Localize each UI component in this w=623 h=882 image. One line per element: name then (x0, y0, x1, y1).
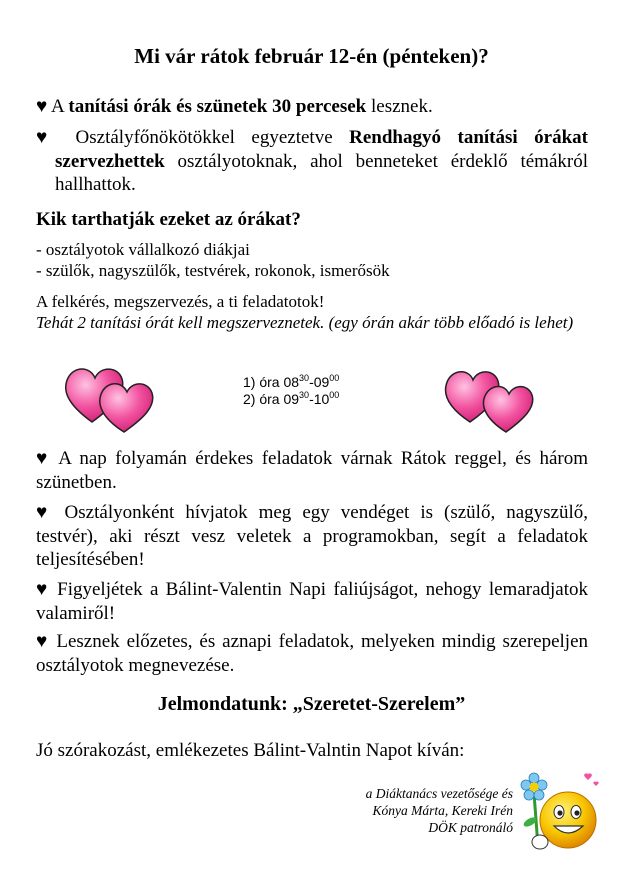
main-bullet-1-text: A nap folyamán érdekes feladatok várnak Rátok reggel, és három szünetben. (36, 448, 588, 493)
smiley-with-flower-icon (516, 768, 600, 860)
intro-bullet-2-tail: osztályotoknak, ahol benneteket érdeklő témákról hallhattok. (55, 150, 588, 195)
closing-line: Jó szórakozást, emlékezetes Bálint-Valntin Napot kíván: (36, 740, 465, 761)
heart-bullet-icon: ♥ (36, 448, 51, 469)
schedule-row-1: 1) óra $08^{30}-09^{00}$ (243, 373, 340, 390)
task-line: A felkérés, megszervezés, a ti feladatotok! (36, 292, 325, 311)
heart-bullet-icon: ♥ (36, 579, 50, 600)
main-bullet-4 (36, 630, 588, 677)
signature (366, 785, 513, 836)
italic-note: Tehát 2 tanítási órát kell megszerveznetek. (egy órán akár több előadó is lehet) (36, 313, 574, 332)
page-title: Mi vár rátok február 12-én (pénteken)? (134, 44, 489, 68)
main-bullet-2 (36, 501, 588, 572)
who-item-2: - szülők, nagyszülők, testvérek, rokonok, ismerősök (36, 261, 390, 280)
main-bullet-1 (36, 447, 588, 494)
motto: Jelmondatunk: „Szeretet-Szerelem” (157, 693, 466, 715)
schedule (243, 374, 339, 408)
main-bullet-4-text: Lesznek előzetes, és aznapi feladatok, melyeken mindig szerepeljen osztályotok megnevezése. (36, 631, 588, 676)
intro-bullet-1-text: A (47, 96, 69, 117)
heart-bullet-icon: ♥ (36, 502, 54, 523)
who-heading: Kik tarthatják ezeket az órákat? (36, 209, 301, 230)
main-bullet-3-text: Figyeljétek a Bálint-Valentin Napi faliújságot, nehogy lemaradjatok valamiről! (36, 579, 588, 624)
heart-bullet-icon: ♥ (36, 96, 48, 117)
intro-bullet-1 (36, 95, 588, 119)
intro-bullet-1-tail: lesznek. (366, 96, 433, 117)
double-heart-left-icon (62, 362, 160, 434)
intro-bullet-2-text: Osztályfőnökötökkel egyeztetve (59, 127, 350, 148)
who-item-1: - osztályotok vállalkozó diákjai (36, 240, 250, 259)
signature-line-3: DÖK patronáló (428, 820, 513, 835)
signature-line-1: a Diáktanács vezetősége és (365, 786, 513, 801)
intro-bullet-1-bold: tanítási órák és szünetek 30 percesek (68, 96, 367, 117)
main-bullet-3 (36, 578, 588, 625)
signature-line-2: Kónya Márta, Kereki Irén (372, 803, 513, 818)
main-bullet-2-text: Osztályonként hívjatok meg egy vendéget is (szülő, nagyszülő, testvér), aki részt vesz veletek a programokban, segít a feladatok teljesítésében! (36, 502, 589, 570)
intro-bullet-2 (36, 126, 588, 197)
intro-bullet-2-bold: Rendhagyó tanítási órákat szervezhettek (55, 127, 589, 172)
heart-bullet-icon: ♥ (36, 127, 60, 148)
double-heart-right-icon (440, 366, 540, 434)
schedule-row-2: 2) óra $09^{30}-10^{00}$ (243, 390, 340, 407)
heart-bullet-icon: ♥ (36, 631, 50, 652)
